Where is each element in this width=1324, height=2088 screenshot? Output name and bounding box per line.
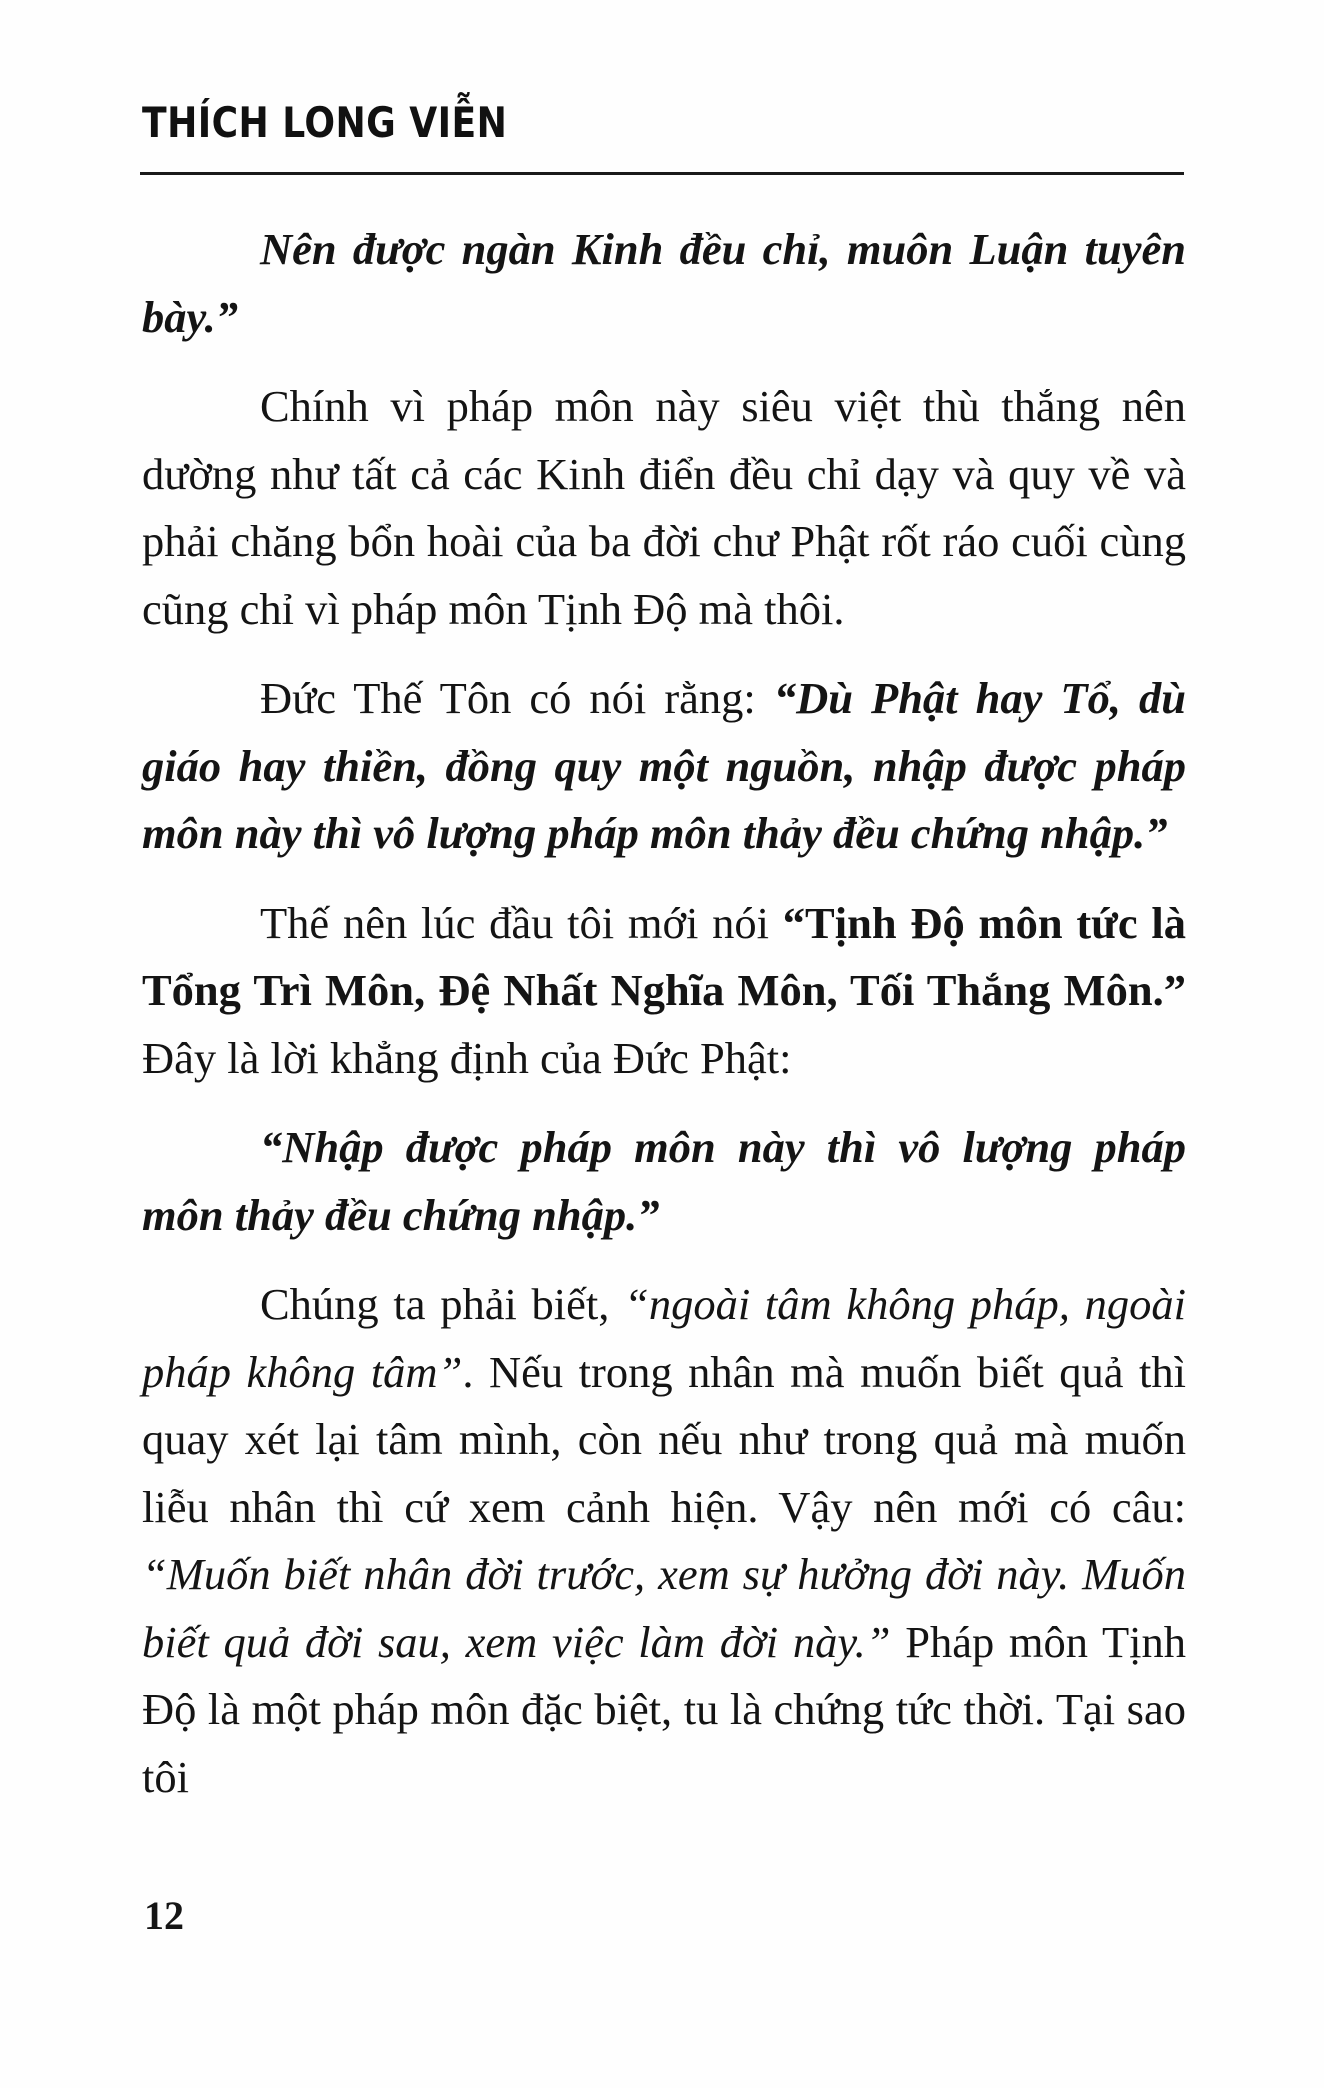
- text-run: Đức Thế Tôn có nói rằng:: [260, 673, 774, 723]
- text-run: . Nếu trong nhân mà muốn biết quả thì quay xét lại tâm mình, còn nếu như trong quả mà muốn liễu nhân thì cứ xem cảnh hiện. Vậy nên mới có câu:: [142, 1346, 1186, 1532]
- paragraph: [142, 890, 1186, 1093]
- page-number: 12: [144, 1893, 184, 1938]
- paragraph: [142, 1271, 1186, 1811]
- text-run: Pháp môn Tịnh Độ là một pháp môn đặc biệt, tu là chứng tức thời. Tại sao tôi: [142, 1616, 1187, 1802]
- text-run: Thế nên lúc đầu tôi mới nói: [260, 897, 783, 948]
- header-rule: [140, 172, 1184, 175]
- quote-run: “Dù Phật hay Tổ, dù giáo hay thiền, đồng quy một nguồn, nhập được pháp môn này thì vô lượng pháp môn thảy đều chứng nhập.”: [142, 673, 1186, 858]
- quote-run: “Nhập được pháp môn này thì vô lượng pháp môn thảy đều chứng nhập.”: [142, 1122, 1186, 1240]
- text-run: Chính vì pháp môn này siêu việt thù thắng nên dường như tất cả các Kinh điển đều chỉ dạy và quy về và phải chăng bổn hoài của ba đời chư Phật rốt ráo cuối cùng cũng chỉ vì pháp môn Tịnh Độ mà thôi.: [142, 381, 1186, 634]
- paragraph: [142, 1114, 1186, 1249]
- text-run: Chúng ta phải biết,: [260, 1279, 625, 1329]
- body-text: [142, 216, 1186, 1811]
- text-run: Đây là lời khẳng định của Đức Phật:: [142, 1032, 792, 1083]
- paragraph: [142, 373, 1186, 643]
- bold-run: “Tịnh Độ môn tức là Tổng Trì Môn, Đệ Nhất Nghĩa Môn, Tối Thắng Môn.”: [142, 897, 1186, 1015]
- italic-run: “Muốn biết nhân đời trước, xem sự hưởng đời này. Muốn biết quả đời sau, xem việc làm đời này.”: [142, 1549, 1186, 1667]
- text-run: Nên được ngàn Kinh đều chỉ, muôn Luận tuyên bày.”: [142, 224, 1186, 342]
- paragraph: [142, 216, 1186, 351]
- paragraph: [142, 665, 1186, 868]
- italic-run: “ngoài tâm không pháp, ngoài pháp không tâm”: [142, 1279, 1186, 1397]
- running-header-title: THÍCH LONG VIỄN: [142, 98, 508, 147]
